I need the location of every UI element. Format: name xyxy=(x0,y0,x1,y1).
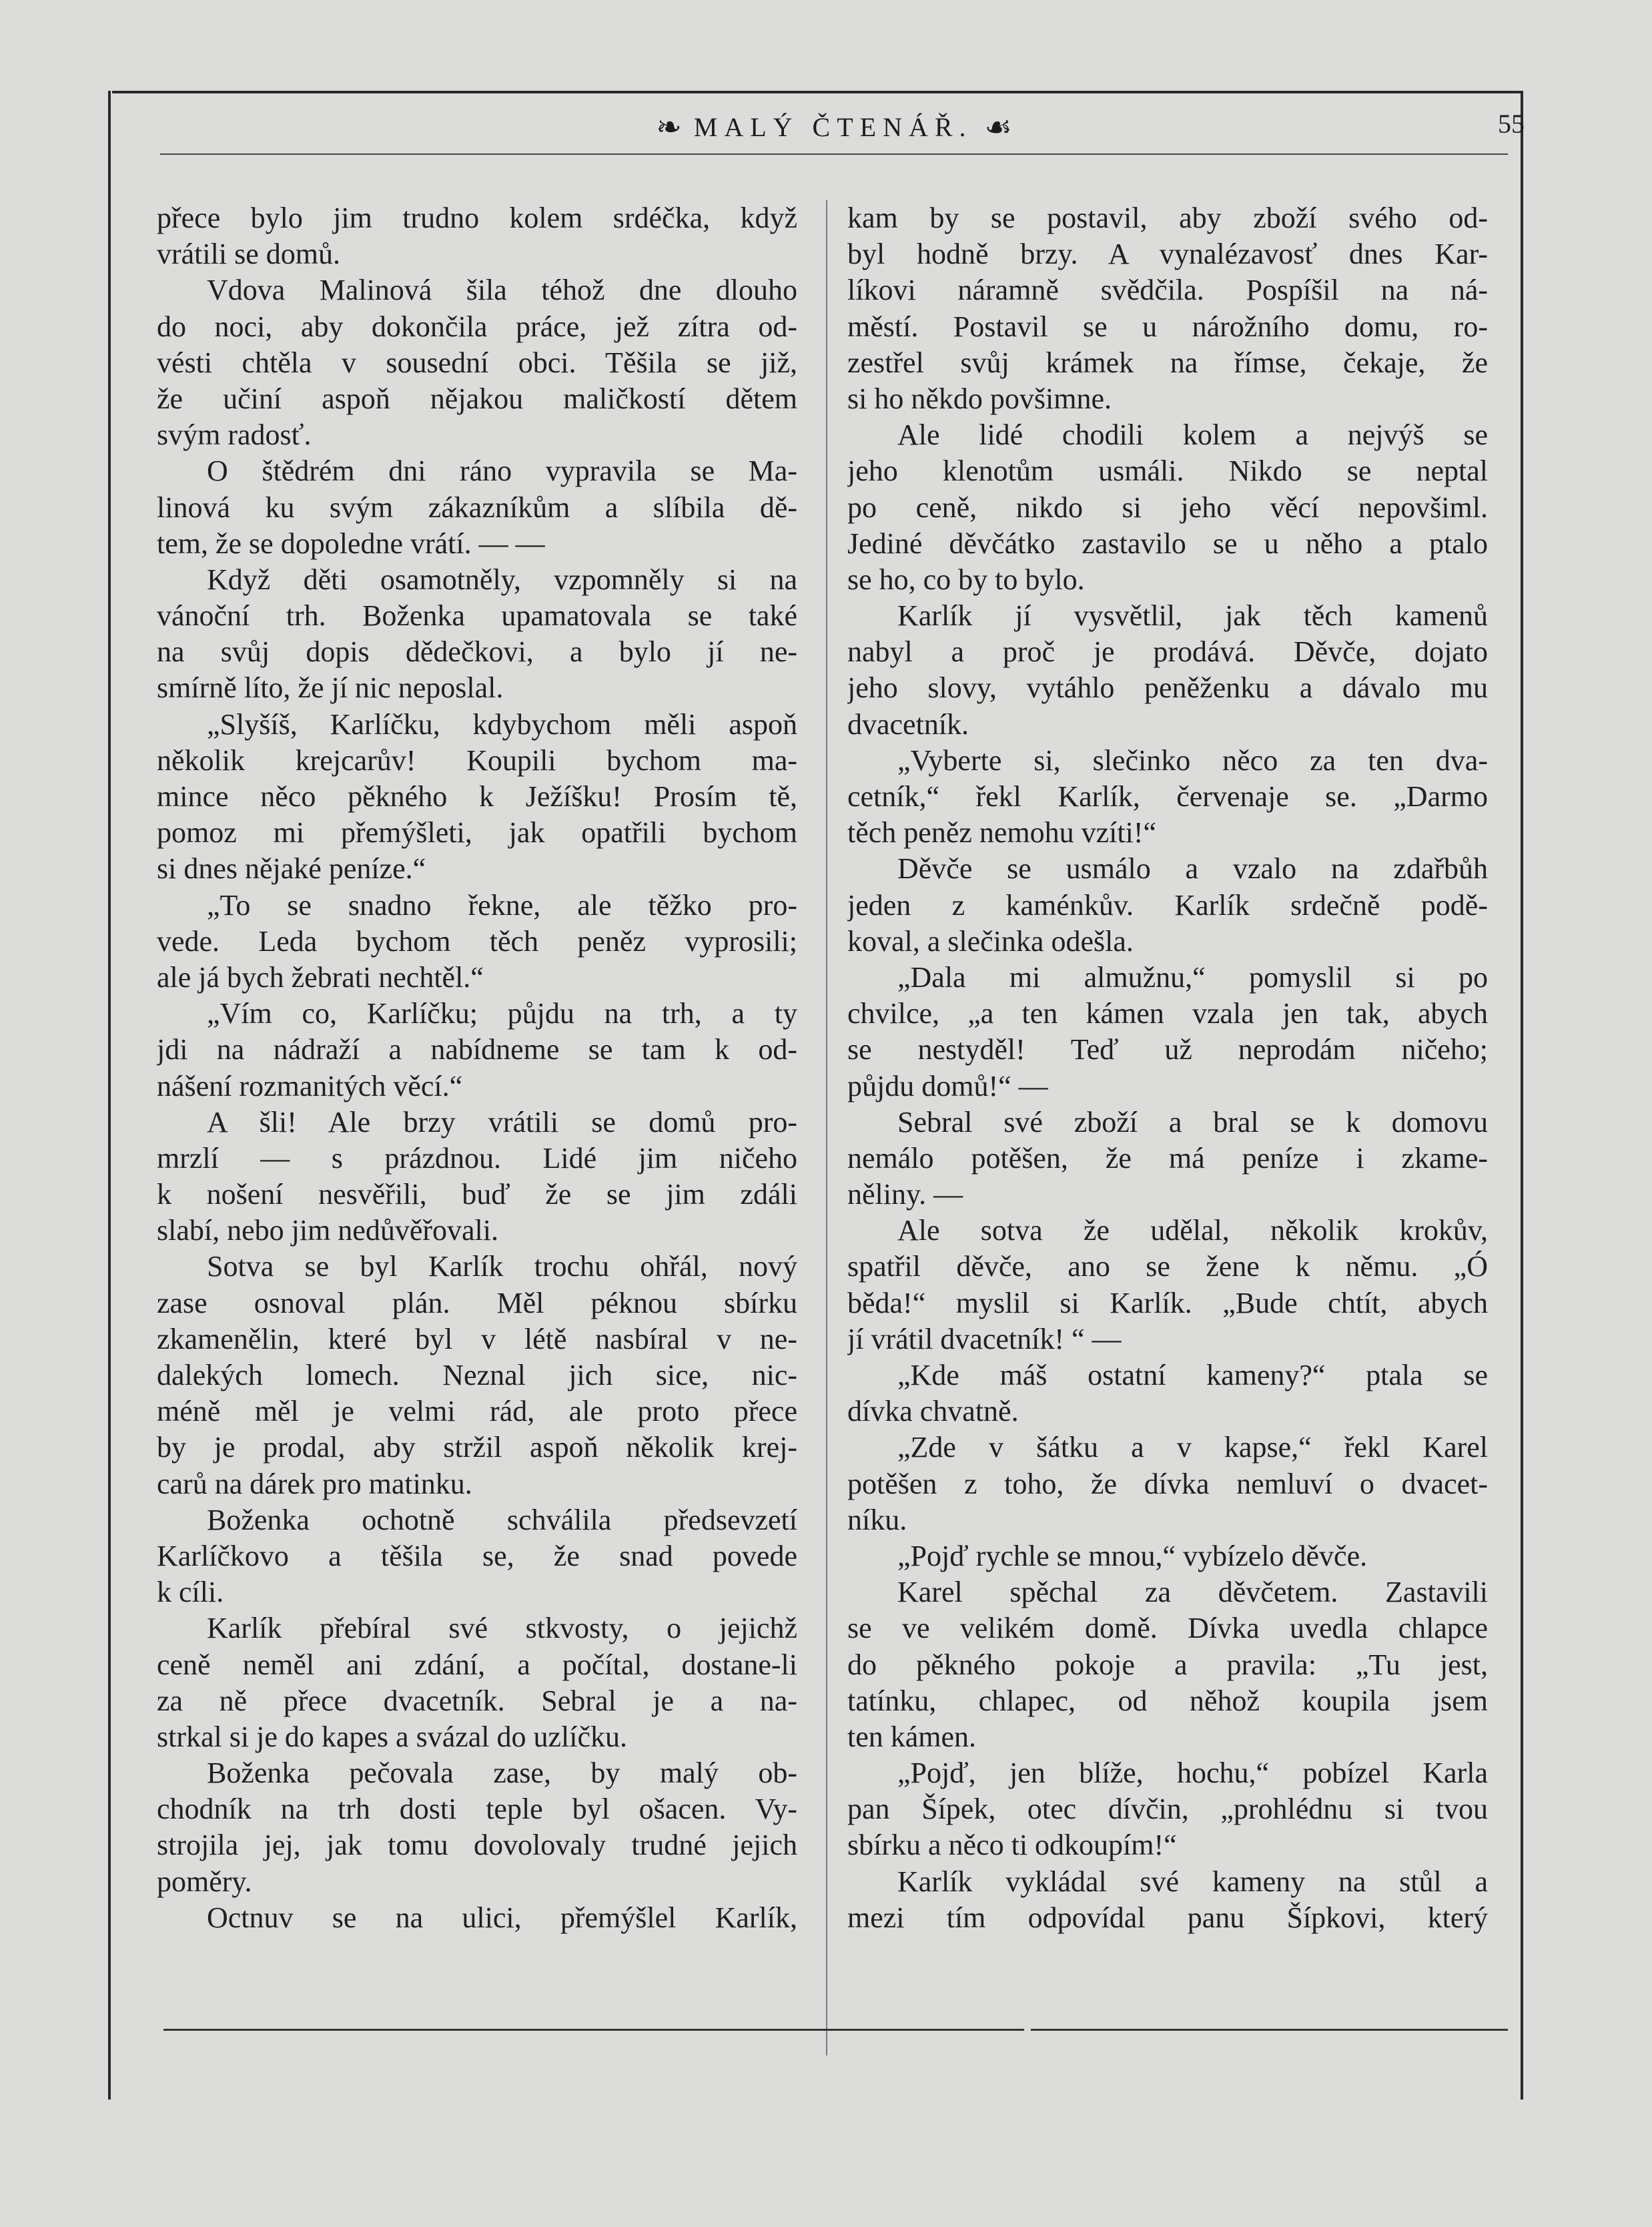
text-line: mrzlí — s prázdnou. Lidé jim ničeho xyxy=(157,1141,797,1175)
text-line: kam by se postavil, aby zboží svého od- xyxy=(847,202,1488,234)
text-line: zestřel svůj krámek na římse, čekaje, že xyxy=(847,346,1488,379)
text-line: potěšen z toho, že dívka nemluví o dvacet- xyxy=(847,1467,1488,1500)
text-line: Ale sotva že udělal, několik krokův, xyxy=(897,1214,1488,1247)
text-line: ale já bych žebrati nechtěl.“ xyxy=(157,960,484,994)
frame-right-rule xyxy=(1521,91,1523,2100)
text-line: Sebral své zboží a bral se k domovu xyxy=(897,1105,1488,1139)
text-line: přece bylo jim trudno kolem srdéčka, když xyxy=(157,202,797,234)
text-line: „Pojď rychle se mnou,“ vybízelo děvče. xyxy=(897,1539,1368,1572)
text-line: vánoční trh. Boženka upamatovala se také xyxy=(157,599,797,633)
text-line: „Kde máš ostatní kameny?“ ptala se xyxy=(897,1359,1488,1391)
text-line: cetník,“ řekl Karlík, červenaje se. „Darmo xyxy=(847,780,1488,813)
text-line: tem, že se dopoledne vrátí. — — xyxy=(157,527,545,560)
text-line: „Slyšíš, Karlíčku, kdybychom měli aspoň xyxy=(207,707,797,741)
text-line: méně měl je velmi rád, ale proto přece xyxy=(157,1395,797,1428)
text-line: Sotva se byl Karlík trochu ohřál, nový xyxy=(207,1250,797,1283)
text-line: strkal si je do kapes a svázal do uzlíčku. xyxy=(157,1720,628,1753)
text-line: k nošení nesvěřili, buď že se jim zdáli xyxy=(157,1178,797,1211)
text-line: slabí, nebo jim nedůvěřovali. xyxy=(157,1214,498,1247)
text-line: na svůj dopis dědečkovi, a bylo jí ne- xyxy=(157,635,797,669)
footer-rule-left xyxy=(163,2029,1024,2031)
text-line: svým radosť. xyxy=(157,418,312,452)
text-line: „Vyberte si, slečinko něco za ten dva- xyxy=(897,743,1488,777)
text-line: nemálo potěšen, že má peníze i zkame- xyxy=(847,1141,1488,1175)
text-line: poměry. xyxy=(157,1865,252,1898)
text-line: ten kámen. xyxy=(847,1720,977,1753)
text-line: tatínku, chlapec, od něhož koupila jsem xyxy=(847,1684,1488,1717)
text-line: dvacetník. xyxy=(847,707,969,741)
text-line: Karlík vykládal své kameny na stůl a xyxy=(897,1865,1488,1898)
text-line: pomoz mi přemýšleti, jak opatřili bychom xyxy=(157,816,797,850)
text-line: k cíli. xyxy=(157,1576,224,1609)
text-line: pan Šípek, otec dívčin, „prohlédnu si tvou xyxy=(847,1793,1488,1826)
text-line: líkovi náramně svědčila. Pospíšil na ná- xyxy=(847,274,1488,307)
text-line: ceně neměl ani zdání, a počítal, dostane-li xyxy=(157,1648,797,1681)
text-line: Karlíčkovo a těšila se, že snad povede xyxy=(157,1539,797,1572)
text-line: nášení rozmanitých věcí.“ xyxy=(157,1069,463,1102)
text-line: Jediné děvčátko zastavilo se u něho a ptalo xyxy=(847,527,1488,560)
text-line: dalekých lomech. Neznal jich sice, nic- xyxy=(157,1359,797,1391)
text-line: vrátili se domů. xyxy=(157,238,340,271)
text-line: chodník na trh dosti teple byl ošacen. Vy- xyxy=(157,1793,797,1826)
text-line: běda!“ myslil si Karlík. „Bude chtít, abych xyxy=(847,1286,1488,1319)
text-line: Vdova Malinová šila téhož dne dlouho xyxy=(207,274,797,307)
text-line: do pěkného pokoje a pravila: „Tu jest, xyxy=(847,1648,1488,1681)
text-line: vede. Leda bychom těch peněz vyprosili; xyxy=(157,924,797,958)
text-line: vésti chtěla v sousední obci. Těšila se již, xyxy=(157,346,797,379)
text-line: „To se snadno řekne, ale těžko pro- xyxy=(207,888,797,922)
text-line: mince něco pěkného k Ježíšku! Prosím tě, xyxy=(157,780,797,813)
text-line: zkamenělin, které byl v létě nasbíral v ne- xyxy=(157,1322,797,1355)
text-line: za ně přece dvacetník. Sebral je a na- xyxy=(157,1684,797,1717)
text-line: níku. xyxy=(847,1503,907,1536)
text-line: že učiní aspoň nějakou maličkostí dětem xyxy=(157,382,797,415)
text-line: se nestyděl! Teď už neprodám ničeho; xyxy=(847,1033,1488,1066)
text-line: Boženka ochotně schválila předsevzetí xyxy=(207,1503,797,1536)
text-line: Boženka pečovala zase, by malý ob- xyxy=(207,1757,797,1790)
text-line: těch peněz nemohu vzíti!“ xyxy=(847,816,1157,850)
text-line: Když děti osamotněly, vzpomněly si na xyxy=(207,563,797,596)
page-number: 55 xyxy=(1498,109,1525,139)
text-line: si ho někdo povšimne. xyxy=(847,382,1112,415)
text-line: mezi tím odpovídal panu Šípkovi, který xyxy=(847,1901,1488,1934)
text-line: jí vrátil dvacetník! “ — xyxy=(847,1322,1122,1355)
text-line: carů na dárek pro matinku. xyxy=(157,1467,472,1500)
text-line: strojila jej, jak tomu dovolovaly trudné jejich xyxy=(157,1829,797,1862)
text-line: by je prodal, aby stržil aspoň několik krej- xyxy=(157,1431,797,1464)
column-divider xyxy=(826,200,827,2055)
ornament-right-icon: ☙ xyxy=(984,110,1012,144)
text-line: Děvče se usmálo a vzalo na zdařbůh xyxy=(897,852,1488,886)
text-line: něliny. — xyxy=(847,1178,963,1211)
text-line: Ale lidé chodili kolem a nejvýš se xyxy=(897,418,1488,452)
running-header xyxy=(587,103,1081,150)
text-line: A šli! Ale brzy vrátili se domů pro- xyxy=(207,1105,797,1139)
text-line: koval, a slečinka odešla. xyxy=(847,924,1134,958)
header-rule xyxy=(160,153,1508,155)
text-line: „Vím co, Karlíčku; půjdu na trh, a ty xyxy=(207,997,797,1030)
footer-rule-right xyxy=(1031,2029,1508,2031)
frame-top-rule xyxy=(112,91,1523,93)
ornament-left-icon: ❧ xyxy=(656,110,682,144)
right-column xyxy=(847,200,1488,1936)
text-line: chvilce, „a ten kámen vzala jen tak, abych xyxy=(847,997,1488,1030)
text-line: městí. Postavil se u nárožního domu, ro- xyxy=(847,310,1488,343)
text-line: Karlík jí vysvětlil, jak těch kamenů xyxy=(897,599,1488,633)
text-line: „Dala mi almužnu,“ pomyslil si po xyxy=(897,960,1488,994)
text-line: spatřil děvče, ano se žene k němu. „Ó xyxy=(847,1250,1488,1283)
text-line: smírně líto, že jí nic neposlal. xyxy=(157,671,504,705)
text-line: si dnes nějaké peníze.“ xyxy=(157,852,426,886)
text-line: jeden z kaménkův. Karlík srdečně podě- xyxy=(847,888,1488,922)
text-line: dívka chvatně. xyxy=(847,1395,1019,1428)
text-line: jeho klenotům usmáli. Nikdo se neptal xyxy=(847,454,1488,488)
text-line: několik krejcarův! Koupili bychom ma- xyxy=(157,743,797,777)
text-line: po ceně, nikdo si jeho věcí nepovšiml. xyxy=(847,491,1488,524)
text-line: byl hodně brzy. A vynalézavosť dnes Kar- xyxy=(847,238,1488,271)
frame-left-rule xyxy=(108,91,111,2100)
text-line: O štědrém dni ráno vypravila se Ma- xyxy=(207,454,797,488)
text-line: do noci, aby dokončila práce, jež zítra od- xyxy=(157,310,797,343)
text-line: nabyl a proč je prodává. Děvče, dojato xyxy=(847,635,1488,669)
text-line: zase osnoval plán. Měl péknou sbírku xyxy=(157,1286,797,1319)
text-line: se ho, co by to bylo. xyxy=(847,563,1085,596)
text-line: se ve velikém domě. Dívka uvedla chlapce xyxy=(847,1612,1488,1645)
text-line: Octnuv se na ulici, přemýšlel Karlík, xyxy=(207,1901,797,1934)
text-line: půjdu domů!“ — xyxy=(847,1069,1048,1102)
text-line: „Pojď, jen blíže, hochu,“ pobízel Karla xyxy=(897,1757,1488,1790)
text-line: jeho slovy, vytáhlo peněženku a dávalo mu xyxy=(847,671,1488,705)
text-line: sbírku a něco ti odkoupím!“ xyxy=(847,1829,1177,1862)
text-line: Karel spěchal za děvčetem. Zastavili xyxy=(897,1576,1488,1609)
text-line: linová ku svým zákazníkům a slíbila dě- xyxy=(157,491,797,524)
text-line: „Zde v šátku a v kapse,“ řekl Karel xyxy=(897,1431,1488,1464)
journal-title: MALÝ ČTENÁŘ. xyxy=(693,111,973,142)
text-line: Karlík přebíral své stkvosty, o jejichž xyxy=(207,1612,797,1645)
left-column xyxy=(157,200,797,1936)
text-line: jdi na nádraží a nabídneme se tam k od- xyxy=(157,1033,797,1066)
